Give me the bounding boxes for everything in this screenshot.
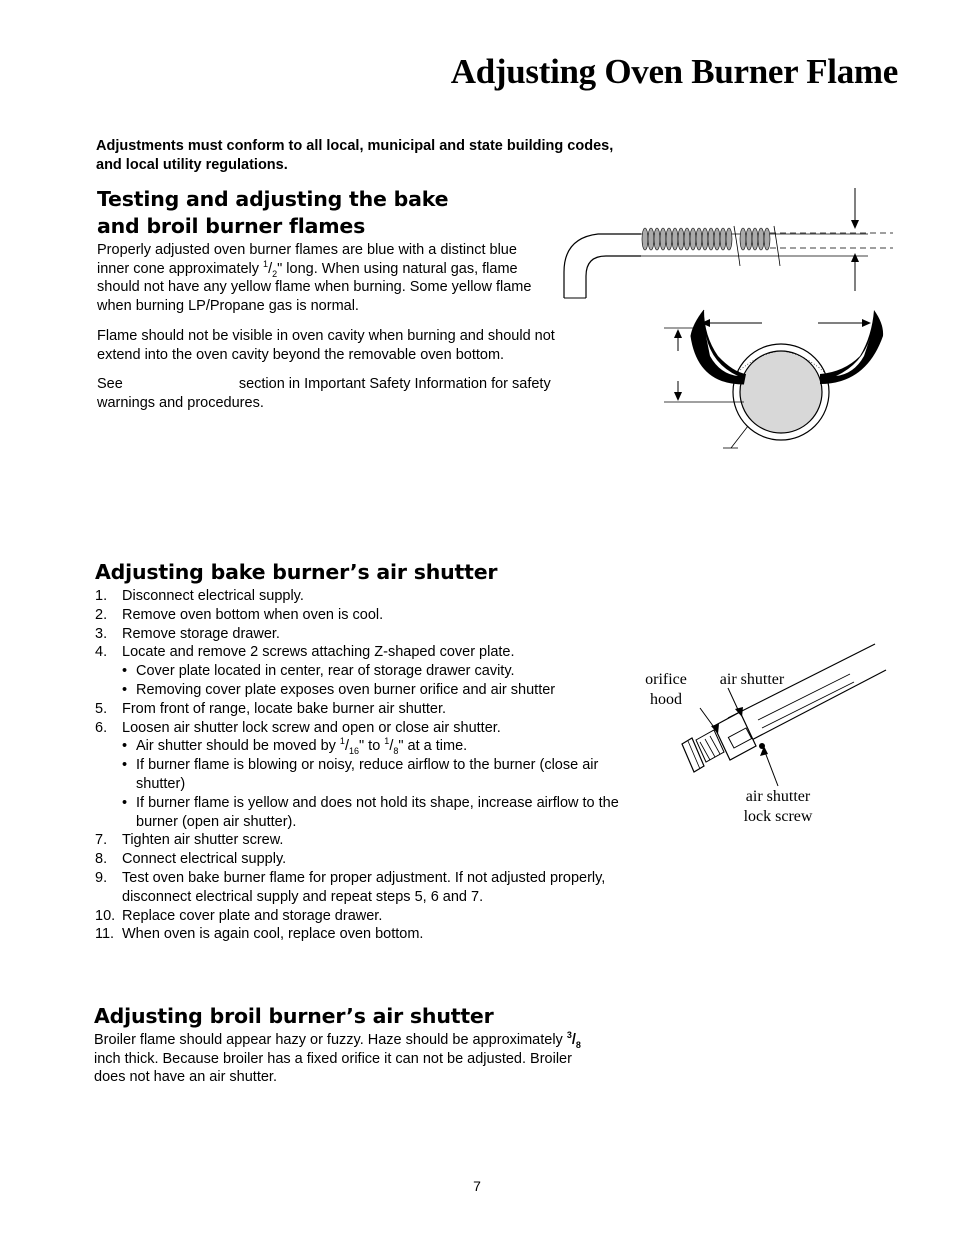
list-item: 5. From front of range, locate bake burner air shutter. xyxy=(95,700,446,717)
intro-notice: Adjustments must conform to all local, municipal and state building codes, and local utility regulations. xyxy=(96,138,614,173)
sub-list-item: • Cover plate located in center, rear of storage drawer cavity. xyxy=(122,662,625,681)
paragraph-text: Properly adjusted oven burner flames are blue with a distinct blue inner cone approximately xyxy=(97,242,517,277)
list-item: 7. Tighten air shutter screw. xyxy=(95,832,284,849)
list-item: 6. Loosen air shutter lock screw and open or close air shutter. • Air shutter should be moved by $^1/_{16}$" to $^1/_8$" at a time. • If burner flame is blowing or noisy, reduce airflow to the burner (close air shutter) • If burner flame is yellow and does not hold its shape, increase airflow to the burner (open air shutter). xyxy=(95,719,625,832)
list-item: 11. When oven is again cool, replace oven bottom. xyxy=(95,926,424,943)
flame-cones-icon xyxy=(642,228,770,250)
label-orifice-hood: orifice hood xyxy=(645,671,687,708)
heading-line-1: Testing and adjusting the bake xyxy=(97,187,449,211)
paragraph-flame-color xyxy=(97,241,542,315)
section-heading-broil-shutter: Adjusting broil burner’s air shutter xyxy=(94,1004,494,1028)
paragraph-text: section in Important Safety Information for safety warnings and procedures. xyxy=(97,376,551,411)
paragraph-see-safety xyxy=(97,375,597,412)
list-item: 10. Replace cover plate and storage drawer. xyxy=(95,907,383,924)
steps-list-bake xyxy=(95,587,625,944)
burner-cross-section xyxy=(691,310,883,440)
paragraph-text: See xyxy=(97,376,123,392)
list-item: 1. Disconnect electrical supply. xyxy=(95,588,304,604)
paragraph-text: " long. When using natural gas, flame should not have any yellow flame when burning. Some yellow flame when burning LP/Propane gas is normal. xyxy=(97,260,532,314)
page-number: 7 xyxy=(473,1178,481,1194)
sub-list-item: • Air shutter should be moved by $^1/_{16}$" to $^1/_8$" at a time. xyxy=(122,737,625,756)
fraction-three-eighths: $^3/_8$ xyxy=(566,1030,581,1050)
sub-list-item: • Removing cover plate exposes oven burner orifice and air shutter xyxy=(122,681,625,700)
air-shutter-diagram xyxy=(670,640,890,790)
list-item: 8. Connect electrical supply. xyxy=(95,851,287,868)
paragraph-broiler: Broiler flame should appear hazy or fuzzy. Haze should be approximately $^3/_8$ inch thick. Because broiler has a fixed orifice it can not be adjusted. Broiler does not have an air shutter. xyxy=(94,1030,581,1085)
list-item: 9. Test oven bake burner flame for proper adjustment. If not adjusted properly, disconnect electrical supply and repeat steps 5, 6 and 7. xyxy=(95,869,606,905)
heading-line-2: and broil burner flames xyxy=(97,214,366,238)
burner-flame-diagram xyxy=(548,186,908,451)
label-air-shutter: air shutter xyxy=(719,671,785,688)
list-item: 4. Locate and remove 2 screws attaching Z-shaped cover plate. • Cover plate located in center, rear of storage drawer cavity. • Removing cover plate exposes oven burner orifice and air shutter xyxy=(95,643,625,699)
paragraph-flame-visibility: Flame should not be visible in oven cavity when burning and should not extend into the oven cavity beyond the removable oven bottom. xyxy=(97,328,555,363)
fraction-half: $^1/_2$ xyxy=(263,258,278,279)
section-heading-testing xyxy=(97,186,448,240)
list-item: 2. Remove oven bottom when oven is cool. xyxy=(95,606,384,623)
sub-list-item: • If burner flame is blowing or noisy, reduce airflow to the burner (close air shutter) xyxy=(122,756,625,794)
page-title: Adjusting Oven Burner Flame xyxy=(450,52,898,91)
sub-list-item: • If burner flame is yellow and does not hold its shape, increase airflow to the burner (open air shutter). xyxy=(122,794,625,832)
section-heading-bake-shutter: Adjusting bake burner’s air shutter xyxy=(95,560,498,584)
list-item: 3. Remove storage drawer. xyxy=(95,625,280,642)
label-lock-screw: air shutter lock screw xyxy=(743,788,813,825)
